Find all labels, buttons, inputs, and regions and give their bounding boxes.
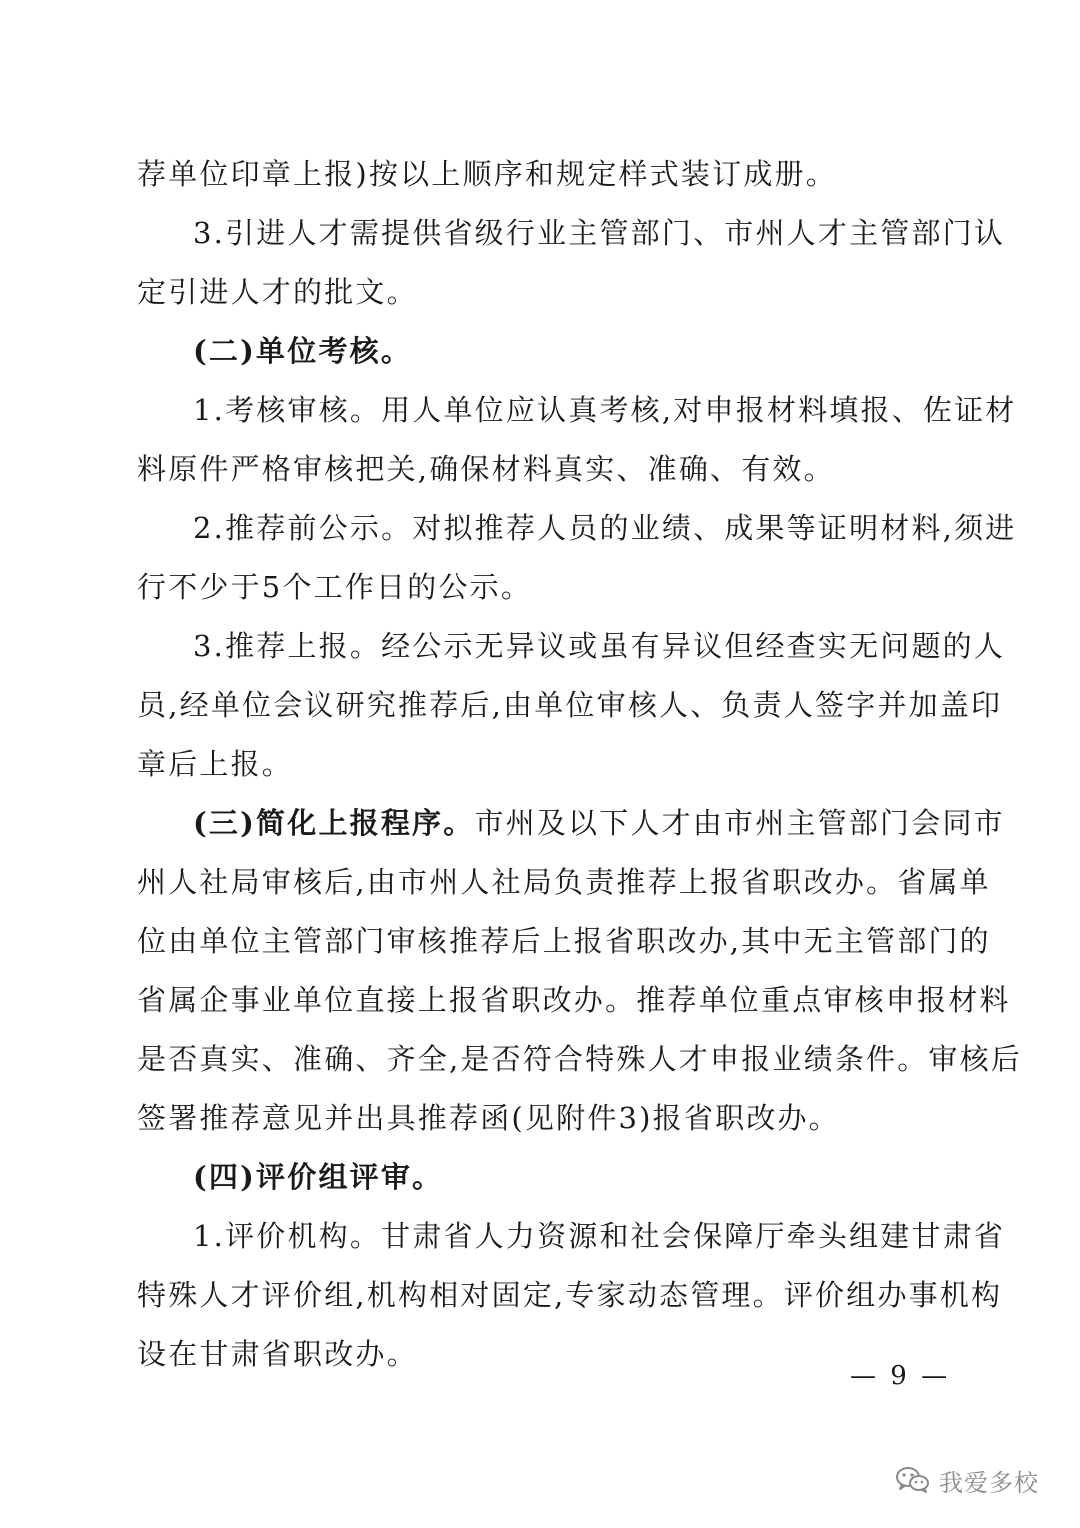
page-number: — 9 — <box>850 1361 951 1391</box>
paragraph-line: 3.引进人才需提供省级行业主管部门、市州人才主管部门认 <box>193 216 1006 250</box>
paragraph-line <box>193 803 1005 843</box>
paragraph-line: 特殊人才评价组,机构相对固定,专家动态管理。评价组办事机构 <box>137 1278 1003 1312</box>
paragraph-line: 2.推荐前公示。对拟推荐人员的业绩、成果等证明材料,须进 <box>193 511 1017 545</box>
paragraph-line: 是否真实、准确、齐全,是否符合特殊人才申报业绩条件。审核后 <box>137 1042 1023 1076</box>
paragraph-line: 位由单位主管部门审核推荐后上报省职改办,其中无主管部门的 <box>137 924 991 958</box>
paragraph-line: 定引进人才的批文。 <box>137 275 418 309</box>
paragraph-line: 行不少于5个工作日的公示。 <box>137 570 533 604</box>
paragraph-line: 员,经单位会议研究推荐后,由单位审核人、负责人签字并加盖印 <box>137 688 1003 722</box>
watermark <box>895 1460 1039 1500</box>
section-heading: (三)简化上报程序。 <box>193 806 475 840</box>
paragraph-line: 1.考核审核。用人单位应认真考核,对申报材料填报、佐证材 <box>193 393 1017 427</box>
watermark-text: 我爱多校 <box>939 1468 1039 1497</box>
paragraph-text: 市州及以下人才由市州主管部门会同市 <box>474 806 1005 840</box>
paragraph-line: 州人社局审核后,由市州人社局负责推荐上报省职改办。省属单 <box>137 865 991 899</box>
section-heading: (二)单位考核。 <box>193 334 413 368</box>
paragraph-line: 荐单位印章上报)按以上顺序和规定样式装订成册。 <box>137 157 837 191</box>
wechat-icon <box>895 1465 931 1495</box>
paragraph-line: 签署推荐意见并出具推荐函(见附件3)报省职改办。 <box>137 1101 840 1135</box>
section-heading: (四)评价组评审。 <box>193 1160 444 1194</box>
paragraph-line: 1.评价机构。甘肃省人力资源和社会保障厅牵头组建甘肃省 <box>193 1219 1006 1253</box>
paragraph-line: 章后上报。 <box>137 747 294 781</box>
paragraph-line: 省属企事业单位直接上报省职改办。推荐单位重点审核申报材料 <box>137 983 1011 1017</box>
paragraph-line: 设在甘肃省职改办。 <box>137 1337 418 1371</box>
paragraph-line: 料原件严格审核把关,确保材料真实、准确、有效。 <box>137 452 835 486</box>
paragraph-line: 3.推荐上报。经公示无异议或虽有异议但经查实无问题的人 <box>193 629 1006 663</box>
